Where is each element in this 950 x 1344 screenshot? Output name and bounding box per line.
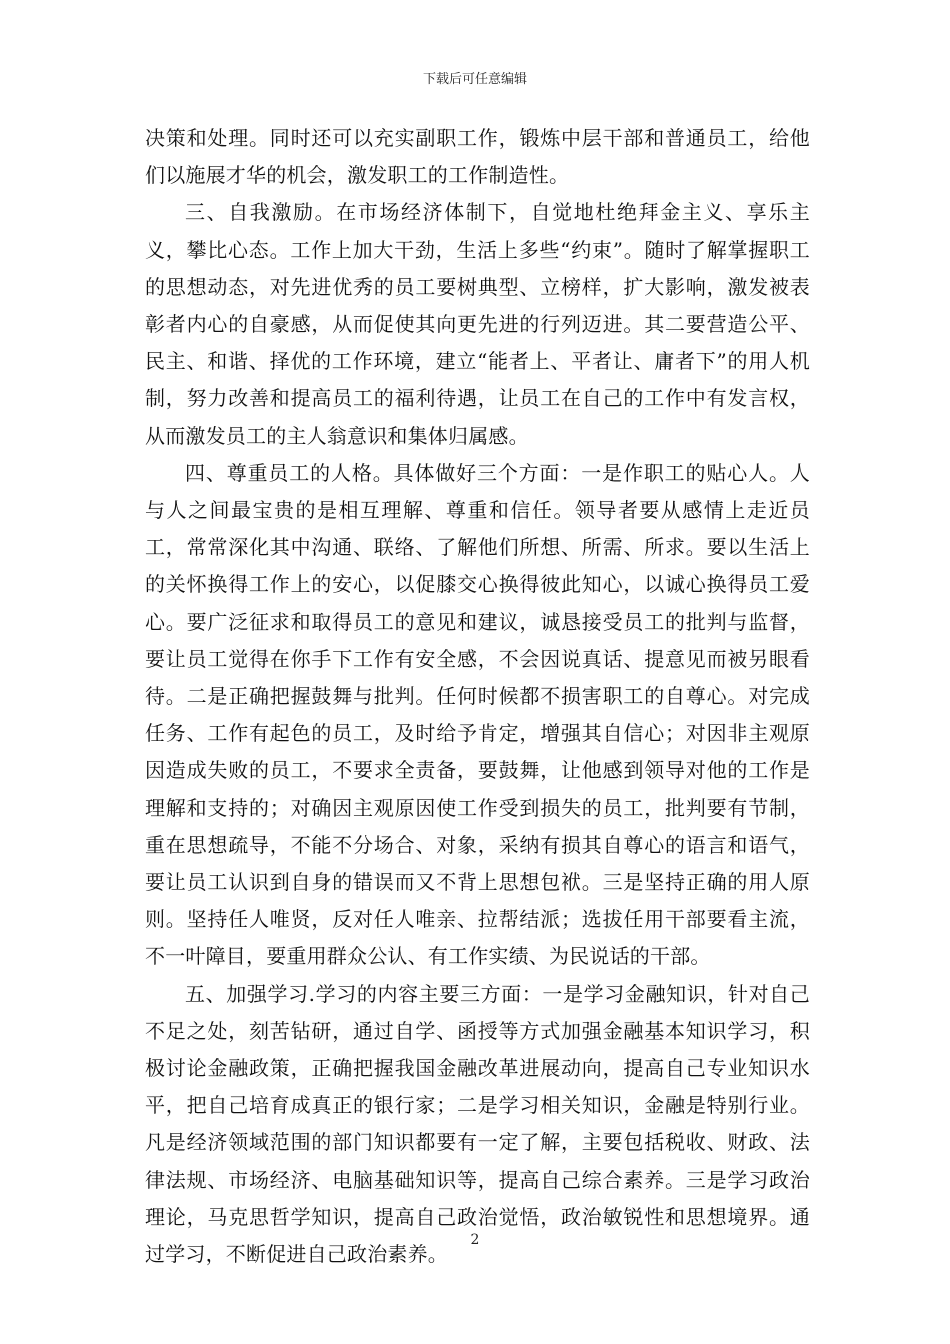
paragraph-2: 三、自我激励。在市场经济体制下，自觉地杜绝拜金主义、享乐主义，攀比心态。工作上加大干劲，生活上多些“约束”。随时了解掌握职工的思想动态，对先进优秀的员工要树典型、立榜样，扩大影响，激发被表彰者内心的自豪感，从而促使其向更先进的行列迈进。其二要营造公平、民主、和谐、择优的工作环境，建立“能者上、平者让、庸者下”的用人机制，努力改善和提高员工的福利待遇，让员工在自己的工作中有发言权，从而激发员工的主人翁意识和集体归属感。 (145, 200, 810, 448)
paragraph-3: 四、尊重员工的人格。具体做好三个方面：一是作职工的贴心人。人与人之间最宝贵的是相互理解、尊重和信任。领导者要从感情上走近员工，常常深化其中沟通、联络、了解他们所想、所需、所求。要以生活上的关怀换得工作上的安心，以促膝交心换得彼此知心，以诚心换得员工爱心。要广泛征求和取得员工的意见和建议，诚恳接受员工的批判与监督，要让员工觉得在你手下工作有安全感，不会因说真话、提意见而被另眼看待。二是正确把握鼓舞与批判。任何时候都不损害职工的自尊心。对完成任务、工作有起色的员工，及时给予肯定，增强其自信心；对因非主观原因造成失败的员工，不要求全责备，要鼓舞，让他感到领导对他的工作是理解和支持的；对确因主观原因使工作受到损失的员工，批判要有节制，重在思想疏导，不能不分场合、对象，采纳有损其自尊心的语言和语气，要让员工认识到自身的错误而又不背上思想包袱。三是坚持正确的用人原则。坚持任人唯贤，反对任人唯亲、拉帮结派；选拔任用干部要看主流，不一叶障目，要重用群众公认、有工作实绩、为民说话的干部。 (145, 460, 810, 969)
document-body (145, 120, 810, 1273)
paragraph-4: 五、加强学习.学习的内容主要三方面：一是学习金融知识，针对自己不足之处，刻苦钻研，通过自学、函授等方式加强金融基本知识学习，积极讨论金融政策，正确把握我国金融改革进展动向，提高自己专业知识水平，把自己培育成真正的银行家；二是学习相关知识，金融是特别行业。凡是经济领域范围的部门知识都要有一定了解，主要包括税收、财政、法律法规、市场经济、电脑基础知识等，提高自己综合素养。三是学习政治理论，马克思哲学知识，提高自己政治觉悟，政治敏锐性和思想境界。通过学习，不断促进自己政治素养。 (145, 981, 810, 1267)
paragraph-1: 决策和处理。同时还可以充实副职工作，锻炼中层干部和普通员工，给他们以施展才华的机会，激发职工的工作制造性。 (145, 126, 810, 188)
page-number: 2 (470, 1232, 480, 1248)
page-header: 下载后可任意编辑 (422, 72, 527, 87)
